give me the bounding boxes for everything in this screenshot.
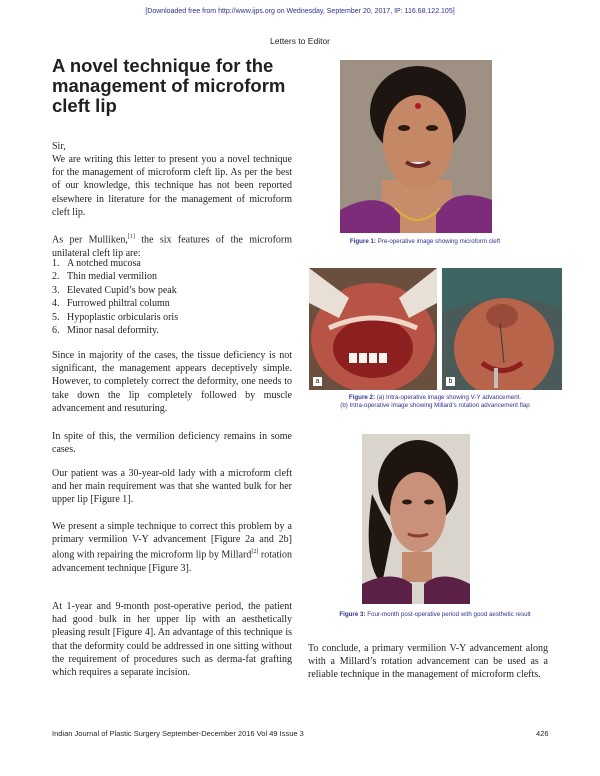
list-item: 5. Hypoplastic orbicularis oris xyxy=(52,311,179,323)
download-notice: [Downloaded free from http://www.ijps.org on Wednesday, September 20, 2017, IP: 116.68.122.105] xyxy=(145,8,455,15)
intraoperative-a-illustration xyxy=(309,268,437,390)
feature-list xyxy=(52,257,292,337)
paragraph-6: We present a simple technique to correct this problem by a primary vermilion V-Y advancement [Figure 2a and 2b] along with repairing the microform lip by Millard[2] rotation advancement technique [Figure 3]. xyxy=(52,521,292,574)
paragraph-1: We are writing this letter to present you a novel technique for the management of microform cleft lip. As per the best of our knowledge, this technique has not been reported elsewhere in literature for the management of microform cleft lip. xyxy=(52,154,292,218)
intraoperative-b-illustration xyxy=(442,268,562,390)
list-item: 3. Elevated Cupid’s bow peak xyxy=(52,284,177,296)
paragraph-4: In spite of this, the vermilion deficiency remains in some cases. xyxy=(52,431,292,456)
figure-1-image xyxy=(340,60,492,233)
paragraph-3: Since in majority of the cases, the tissue deficiency is not significant, the management appears deceptively simple. However, to completely correct the deformity, one needs to take down the lip completely followed by muscle advancement and resuturing. xyxy=(52,350,292,414)
list-item: 6. Minor nasal deformity. xyxy=(52,325,159,337)
paragraph-2 xyxy=(52,231,292,260)
paragraph-5: Our patient was a 30-year-old lady with a microform cleft and her main requirement was that she wanted bulk for her upper lip [Figure 1]. xyxy=(52,468,292,506)
figure-3-image xyxy=(362,434,470,604)
figure-2b-image xyxy=(442,268,562,390)
paragraph-2-text: As per Mulliken, xyxy=(52,234,128,246)
article-title: A novel technique for the management of microform cleft lip xyxy=(52,55,286,116)
journal-footer: Indian Journal of Plastic Surgery September-December 2016 Vol 49 Issue 3 xyxy=(52,729,304,738)
list-item: 1. A notched mucosa xyxy=(52,258,141,269)
figure-2-caption: Figure 2: (a) Intra-operative image showing V-Y advancement. (b) Intra-operative image showing Millard’s rotation advancement flap xyxy=(340,394,530,409)
page-number: 426 xyxy=(536,729,549,738)
portrait-illustration xyxy=(340,60,492,233)
list-item: 4. Furrowed philtral column xyxy=(52,298,170,310)
conclusion-paragraph: To conclude, a primary vermilion V-Y advancement along with a Millard’s rotation advancement can be used as a reliable technique in the management of microform clefts. xyxy=(308,643,548,681)
section-label: Letters to Editor xyxy=(270,36,331,46)
figure-1-caption: Figure 1: Pre-operative image showing microform cleft xyxy=(349,238,501,245)
reference-1[interactable]: [1] xyxy=(127,234,135,240)
paragraph-2-text-end: the six features of the microform unilateral cleft lip are: xyxy=(52,234,293,259)
subfigure-b-label: b xyxy=(446,377,455,386)
paragraph-7: At 1-year and 9-month post-operative period, the patient had good bulk in her upper lip with an aesthetically pleasing result [Figure 4]. An advantage of this technique is that the deformity could be addressed in one sitting without the requirement of procedures such as derma-fat grafting which requires a separate incision. xyxy=(52,601,292,679)
list-item: 2. Thin medial vermilion xyxy=(52,271,157,283)
subfigure-a-label: a xyxy=(313,377,322,386)
figure-2a-image xyxy=(309,268,437,390)
figure-3-caption: Figure 3: Four-month post-operative period with good aesthetic result xyxy=(339,611,531,618)
salutation: Sir, xyxy=(52,141,66,152)
postoperative-illustration xyxy=(362,434,470,604)
reference-2[interactable]: [2] xyxy=(251,549,259,556)
